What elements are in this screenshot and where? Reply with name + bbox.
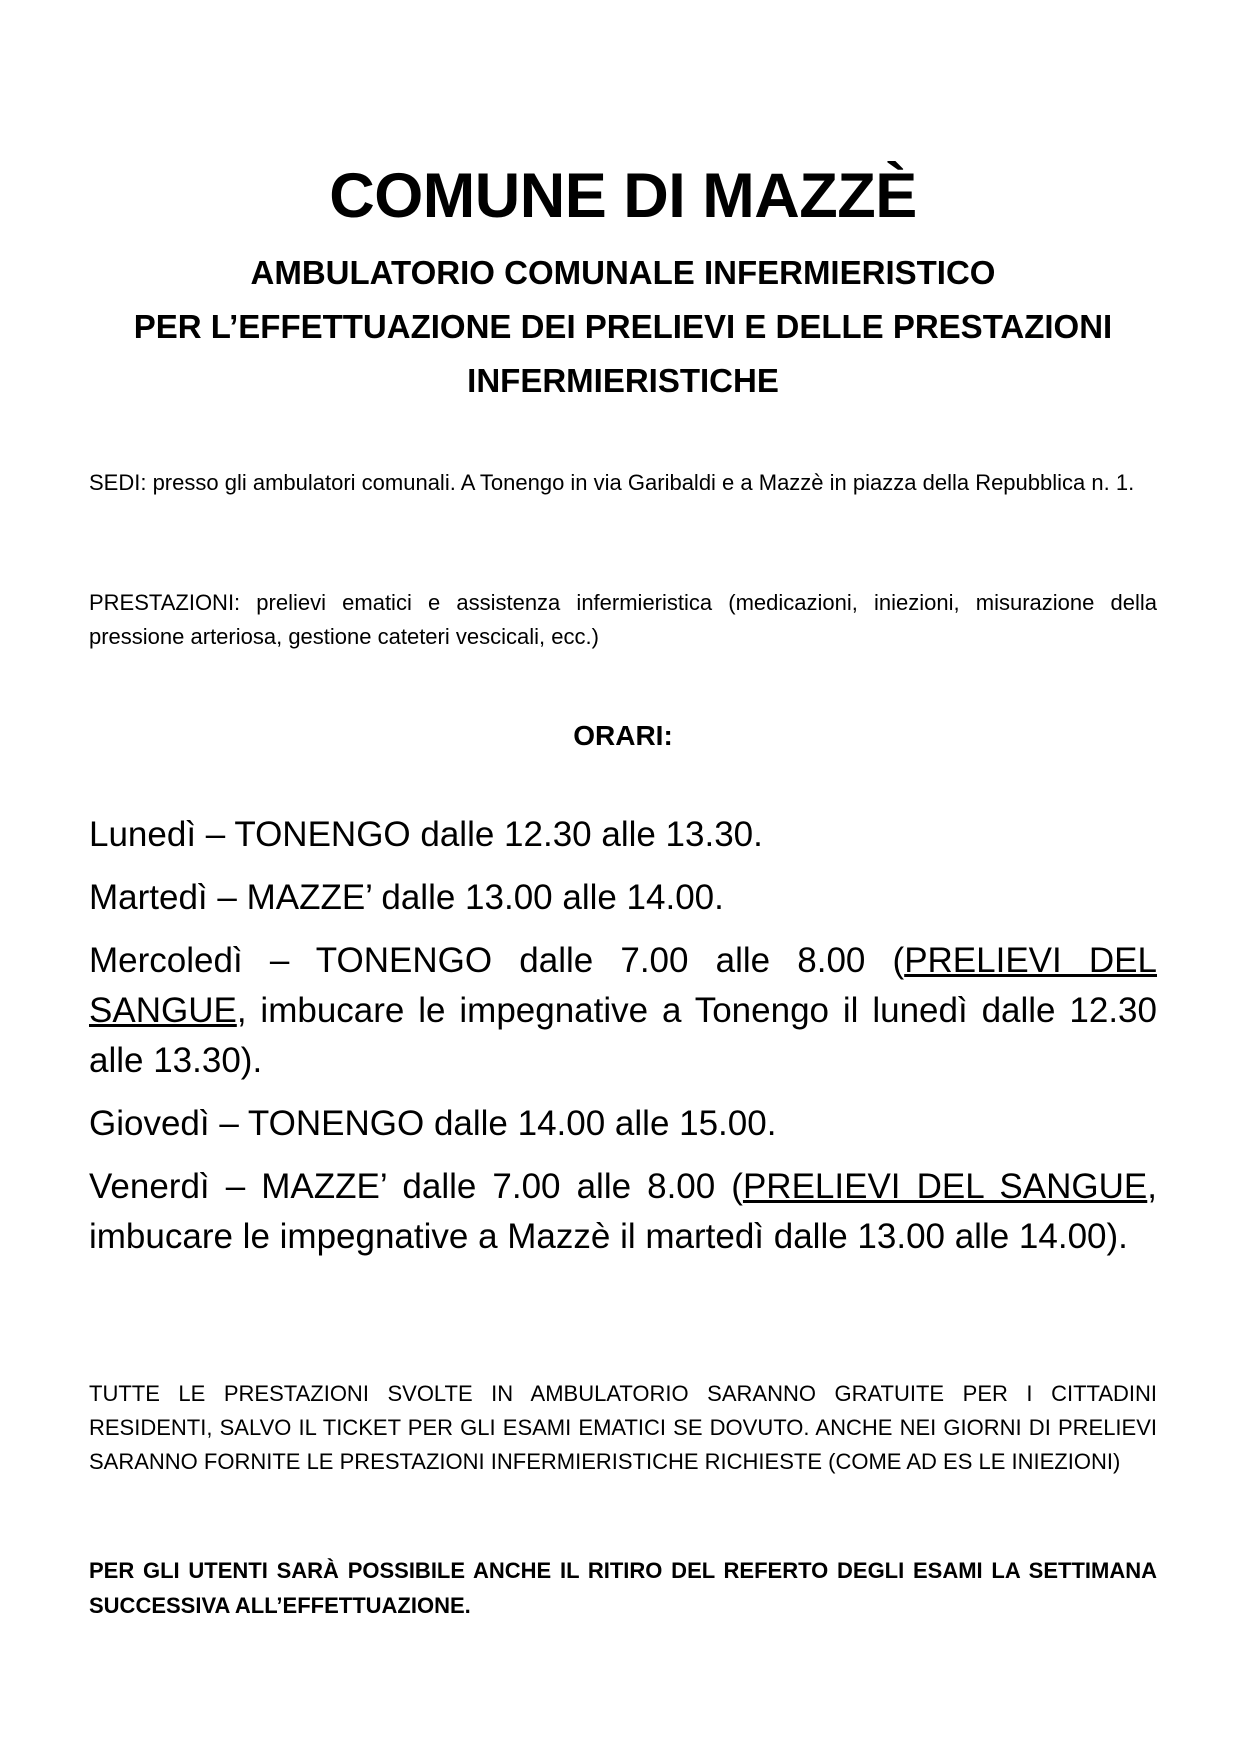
underlined-prelievi: PRELIEVI DEL SANGUE <box>742 1167 1148 1206</box>
schedule-text: , imbucare le impegnative a Mazzè il martedì dalle 13.00 alle 14.00). <box>89 1167 1157 1256</box>
sedi-paragraph: SEDI: presso gli ambulatori comunali. A Tonengo in via Garibaldi e a Mazzè in piazza della Repubblica n. 1. <box>89 470 1135 495</box>
orari-heading: ORARI: <box>573 720 673 751</box>
prestazioni-paragraph: PRESTAZIONI: prelievi ematici e assistenza infermieristica (medicazioni, iniezioni, misurazione della pressione arteriosa, gestione cateteri vescicali, ecc.) <box>89 590 1157 649</box>
free-services-note: TUTTE LE PRESTAZIONI SVOLTE IN AMBULATORIO SARANNO GRATUITE PER I CITTADINI RESIDENTI, SALVO IL TICKET PER GLI ESAMI EMATICI SE DOVUTO. ANCHE NEI GIORNI DI PRELIEVI SARANNO FORNITE LE PRESTAZIONI INFERMIERISTICHE RICHIESTE (COME AD ES LE INIEZIONI) <box>89 1381 1157 1474</box>
subtitle-line: AMBULATORIO COMUNALE INFERMIERISTICO <box>250 254 996 291</box>
schedule-item-mercoledi <box>89 936 1157 1086</box>
results-pickup-note: PER GLI UTENTI SARÀ POSSIBILE ANCHE IL RITIRO DEL REFERTO DEGLI ESAMI LA SETTIMANA SUCCESSIVA ALL’EFFETTUAZIONE. <box>89 1558 1157 1618</box>
underlined-prelievi: PRELIEVI DEL SANGUE <box>89 941 1157 1030</box>
schedule-item-giovedi: Giovedì – TONENGO dalle 14.00 alle 15.00. <box>89 1104 777 1143</box>
schedule-item-lunedi: Lunedì – TONENGO dalle 12.30 alle 13.30. <box>89 815 763 854</box>
page-subtitle <box>89 246 1157 408</box>
schedule-list <box>89 810 1157 1275</box>
schedule-text: Mercoledì – TONENGO dalle 7.00 alle 8.00 ( <box>89 941 905 980</box>
schedule-text: Venerdì – MAZZE’ dalle 7.00 alle 8.00 ( <box>89 1167 743 1206</box>
schedule-item-martedi: Martedì – MAZZE’ dalle 13.00 alle 14.00. <box>89 878 724 917</box>
schedule-item-venerdi <box>89 1162 1157 1262</box>
subtitle-line: PER L’EFFETTUAZIONE DEI PRELIEVI E DELLE PRESTAZIONI <box>133 308 1113 345</box>
page-title: COMUNE DI MAZZÈ <box>329 161 917 231</box>
schedule-text: , imbucare le impegnative a Tonengo il lunedì dalle 12.30 alle 13.30). <box>89 991 1157 1080</box>
subtitle-line: INFERMIERISTICHE <box>467 362 779 399</box>
